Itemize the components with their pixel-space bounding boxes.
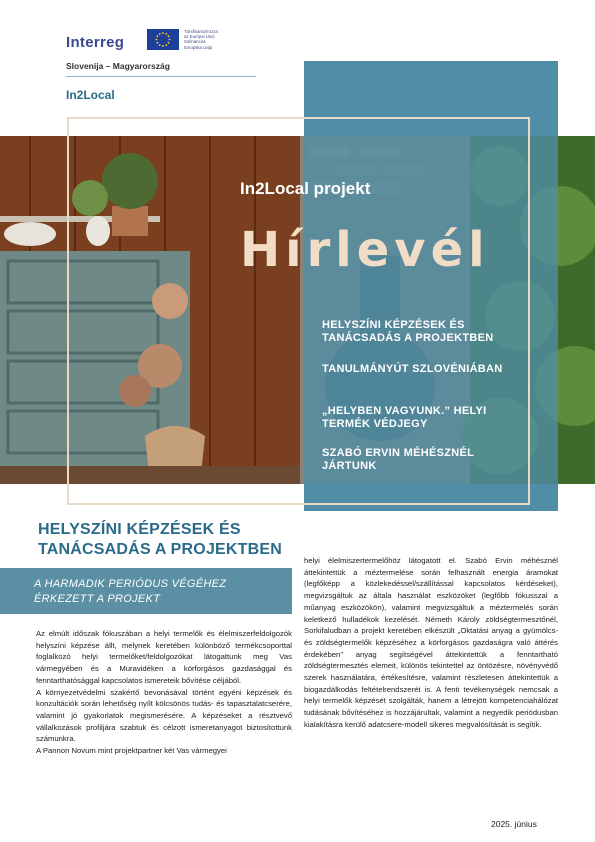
toc-item: SZABÓ ERVIN MÉHÉSZNÉL JÁRTUNK xyxy=(322,447,474,472)
hero-subtitle: In2Local projekt xyxy=(240,179,371,198)
issue-date: 2025. június xyxy=(491,819,537,829)
eu-text-line: Sofinancira xyxy=(184,39,206,45)
hero-title: Hírlevél xyxy=(240,222,490,278)
eu-text-line: Társfinanszírozza xyxy=(184,29,218,34)
eu-text-line: az Európai Unió xyxy=(184,34,215,40)
article-left-column xyxy=(36,628,292,757)
paragraph: A Pannon Novum mint projektpartner két Vas vármegyei xyxy=(36,746,227,756)
eu-cofunding-text xyxy=(184,29,244,50)
toc-item: HELYSZÍNI KÉPZÉSEK ÉS TANÁCSADÁS A PROJEKTBEN xyxy=(322,319,494,344)
eu-text-line: Evropska unija xyxy=(184,44,213,50)
toc-item: TANULMÁNYÚT SZLOVÉNIÁBAN xyxy=(322,363,503,375)
paragraph: A környezetvédelmi szakértő bevonásával történt egyéni képzések és konzultációk során lehetőség nyílt kölcsönös tudás- és tapasztalatcserére, valamint jó gyakorlatok megismerésére. A képzéseket a résztvevő vállalkozások profiljára szabtuk és célzott ismeretanyagot biztosítottunk számunkra. xyxy=(36,687,292,744)
programme-region: Slovenija – Magyarország xyxy=(66,61,170,71)
eu-flag-icon xyxy=(147,29,179,50)
header-divider xyxy=(66,76,256,77)
paragraph: Az elmúlt időszak fókuszában a helyi termelők és élelmiszerfeldolgozók helyszíni képzése állt, melynek keretében különböző termékcsoporttal foglalkozó helyi termelőket/feldolgozókat látogattunk meg Vas vármegyében és a Muravidéken a körforgásos gazdasággal és fenntarthatósággal kapcsolatos ismereteik bővítése céljából. xyxy=(36,629,292,685)
article-title: HELYSZÍNI KÉPZÉSEK ÉS TANÁCSADÁS A PROJEKTBEN xyxy=(38,521,283,558)
article-right-column xyxy=(304,555,558,731)
article-subtitle: A HARMADIK PERIÓDUS VÉGÉHEZ ÉRKEZETT A PROJEKT xyxy=(34,578,227,605)
interreg-logo: Interreg xyxy=(66,34,125,51)
toc-item: „HELYBEN VAGYUNK.” HELYI TERMÉK VÉDJEGY xyxy=(322,405,487,430)
paragraph: helyi élelmiszertermelőhöz látogatott el. Szabó Ervin méhésznél áttekintettük a méztermelése során felhasznált energia áramokat (legfőképp a közlekedéssel/szállítással kapcsolatos kérdéseket), megvizsgáltuk az általa használat eszközöket (legfőbb fókusszal a műanyag eszközökön), valamint megvizsgáltuk a méztermelés során keletkező hulladékok kezelését. Németh Károly zöldségtermesztőnél, Sorkifaludban a projekt keretében elkészült „Oktatási anyag a gyümölcs- és zöldségtermelők képzéséhez a körforgásos gazdaságra való áttérés érdekében” anyag segítségével áttekintettük a fenntartható zöldségtermesztés elemeit, különös tekintettel az öntözésre, növényvédő szerek használatára, értékesítésre, valamint részletesen áttekintettük a biogazdálkodás feltételrendszerét is. A fenti tevékenységek nemcsak a helyi termelők képzését szolgálták, hanem a létrejött kompetenciahálózat tudásának bővítéséhez is hozzájárultak, valamint a negyedik periódusban kialakításra kerülő adatcsere-modell sikeres megvalósítását is segítik. xyxy=(304,556,558,729)
project-name: In2Local xyxy=(66,88,115,102)
